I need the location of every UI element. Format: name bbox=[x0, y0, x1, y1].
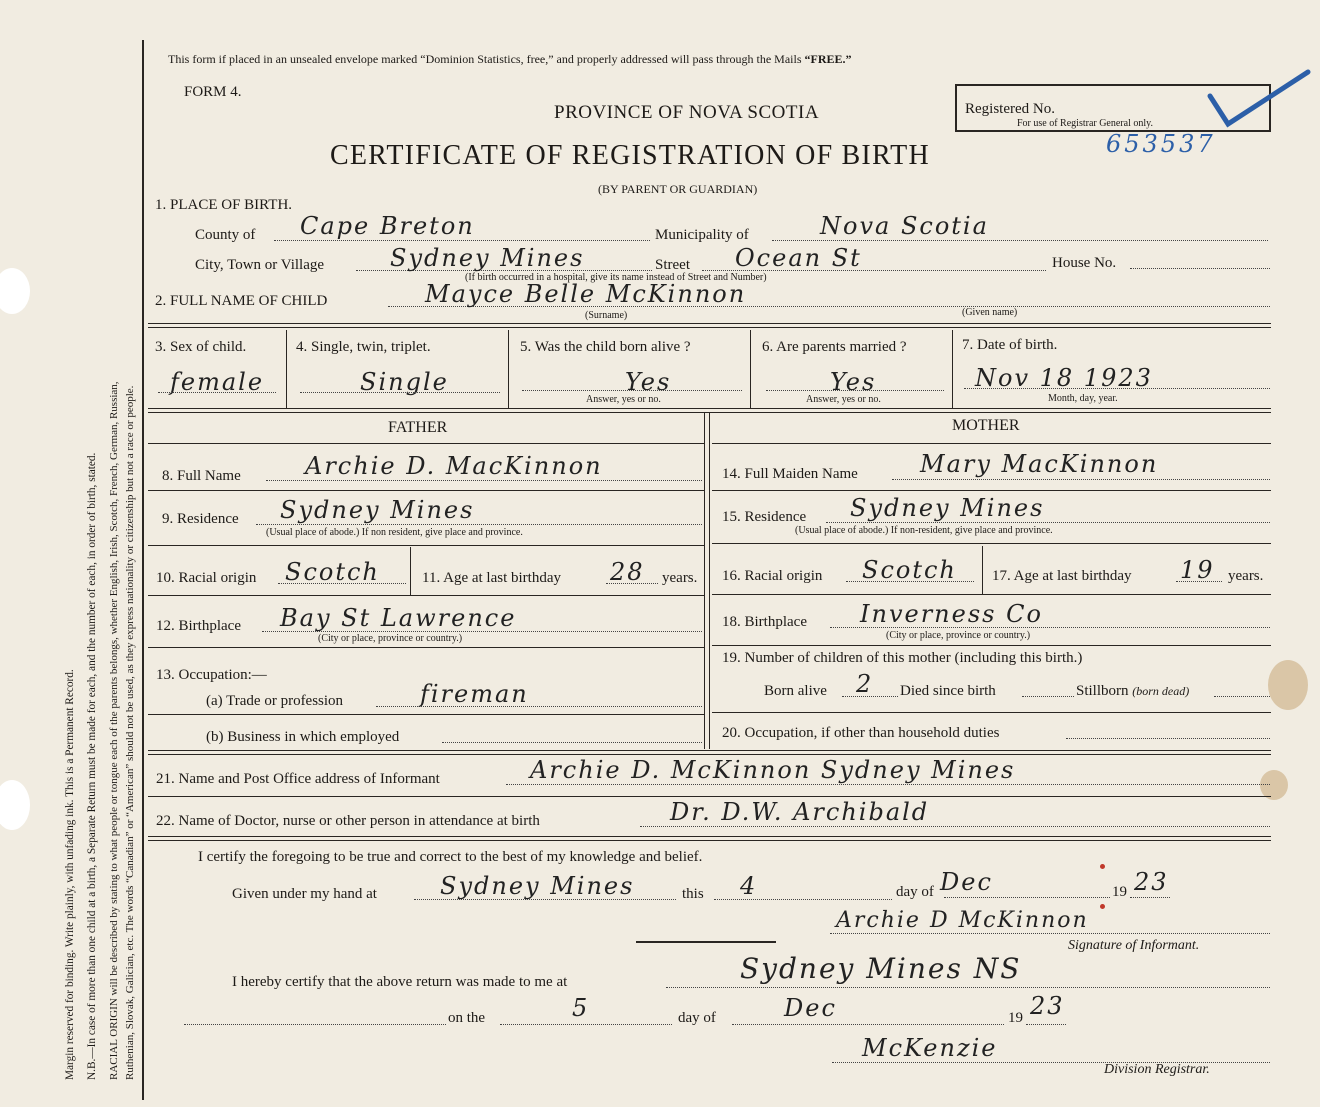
registered-number: 653537 bbox=[1106, 130, 1216, 158]
sex-label: 3. Sex of child. bbox=[155, 339, 247, 355]
city-value: Sydney Mines bbox=[390, 244, 585, 272]
place-of-birth-heading: 1. PLACE OF BIRTH. bbox=[155, 197, 293, 213]
mother-residence-label: 15. Residence bbox=[722, 509, 807, 525]
father-racial-value: Scotch bbox=[285, 558, 380, 586]
father-name-value: Archie D. MacKinnon bbox=[305, 452, 603, 480]
father-name-label: 8. Full Name bbox=[162, 468, 241, 484]
mother-name-value: Mary MacKinnon bbox=[920, 450, 1159, 478]
street-label: Street bbox=[655, 257, 690, 273]
single-twin-label: 4. Single, twin, triplet. bbox=[296, 339, 431, 355]
municipality-label: Municipality of bbox=[655, 227, 749, 243]
mother-birthplace-value: Inverness Co bbox=[860, 600, 1043, 628]
registrar-signature: McKenzie bbox=[862, 1034, 998, 1062]
father-trade-value: fireman bbox=[420, 680, 529, 708]
mother-heading: MOTHER bbox=[952, 417, 1020, 434]
given-day-of-label: day of bbox=[896, 884, 934, 900]
father-years-label: years. bbox=[662, 570, 698, 586]
born-alive-count-label: Born alive bbox=[764, 683, 827, 699]
surname-note: (Surname) bbox=[585, 310, 628, 321]
father-heading: FATHER bbox=[388, 419, 448, 436]
father-age-value: 28 bbox=[610, 558, 645, 586]
registrar-place: Sydney Mines NS bbox=[740, 952, 1022, 985]
given-this-label: this bbox=[682, 886, 704, 902]
registered-label: Registered No. bbox=[965, 101, 1055, 117]
registrar-year-prefix: 19 bbox=[1008, 1010, 1023, 1026]
father-residence-label: 9. Residence bbox=[162, 511, 239, 527]
died-since-birth-label: Died since birth bbox=[900, 683, 996, 699]
registrar-statement: I hereby certify that the above return was made to me at bbox=[232, 974, 568, 990]
hospital-note: (If birth occurred in a hospital, give its name instead of Street and Number) bbox=[465, 272, 767, 283]
father-birthplace-label: 12. Birthplace bbox=[156, 618, 241, 634]
doctor-label: 22. Name of Doctor, nurse or other person in attendance at birth bbox=[156, 813, 540, 829]
county-label: County of bbox=[195, 227, 256, 243]
father-birthplace-value: Bay St Lawrence bbox=[280, 604, 517, 632]
dob-note: Month, day, year. bbox=[1048, 393, 1118, 404]
page-title: CERTIFICATE OF REGISTRATION OF BIRTH bbox=[330, 140, 930, 171]
check-mark-icon bbox=[1200, 66, 1312, 134]
born-alive-label: 5. Was the child born alive ? bbox=[520, 339, 691, 355]
margin-note-3: RACIAL ORIGIN will be described by stating to what people or tongue each of the parents belongs, whether English, Irish, Scotch, French, German, Russian, bbox=[108, 381, 120, 1080]
registrar-day-of-label: day of bbox=[678, 1010, 716, 1026]
father-age-label: 11. Age at last birthday bbox=[422, 570, 561, 586]
form-number: FORM 4. bbox=[184, 84, 242, 100]
parents-married-label: 6. Are parents married ? bbox=[762, 339, 907, 355]
given-day-value: 4 bbox=[740, 872, 758, 900]
date-of-birth-value: Nov 18 1923 bbox=[975, 364, 1153, 392]
registrar-signature-label: Division Registrar. bbox=[1104, 1062, 1210, 1077]
mother-racial-label: 16. Racial origin bbox=[722, 568, 823, 584]
mother-birthplace-label: 18. Birthplace bbox=[722, 614, 807, 630]
single-twin-value: Single bbox=[360, 368, 449, 396]
father-birthplace-note: (City or place, province or country.) bbox=[318, 633, 463, 644]
margin-note-2: N.B.—In case of more than one child at a birth, a Separate Return must be made for each, and the number of each, in order of birth, stated. bbox=[86, 452, 98, 1080]
mother-occupation-label: 20. Occupation, if other than household duties bbox=[722, 725, 1000, 741]
informant-signature: Archie D McKinnon bbox=[836, 908, 1089, 933]
born-alive-count: 2 bbox=[856, 670, 874, 698]
given-year-value: 23 bbox=[1134, 868, 1169, 896]
father-business-label: (b) Business in which employed bbox=[206, 729, 400, 745]
given-at-label: Given under my hand at bbox=[232, 886, 377, 902]
stillborn-label: Stillborn (born dead) bbox=[1076, 683, 1190, 699]
registrar-year-value: 23 bbox=[1030, 992, 1065, 1020]
binding-margin bbox=[0, 0, 150, 1107]
informant-signature-label: Signature of Informant. bbox=[1068, 938, 1200, 953]
date-of-birth-label: 7. Date of birth. bbox=[962, 337, 1058, 353]
municipality-value: Nova Scotia bbox=[820, 212, 989, 240]
mother-residence-value: Sydney Mines bbox=[850, 494, 1045, 522]
paper-stain bbox=[1268, 660, 1308, 710]
mother-birthplace-note: (City or place, province or country.) bbox=[886, 630, 1031, 641]
mother-racial-value: Scotch bbox=[862, 556, 957, 584]
mother-abode-note: (Usual place of abode.) If non-resident, give place and province. bbox=[795, 525, 1053, 536]
registrar-month-value: Dec bbox=[784, 994, 837, 1022]
informant-value: Archie D. McKinnon Sydney Mines bbox=[530, 756, 1016, 784]
father-residence-value: Sydney Mines bbox=[280, 496, 475, 524]
father-occupation-label: 13. Occupation:— bbox=[156, 667, 267, 683]
margin-note-1: Margin reserved for binding. Write plainly, with unfading ink. This is a Permanent Record. bbox=[64, 669, 76, 1080]
mother-years-label: years. bbox=[1228, 568, 1264, 584]
child-name-value: Mayce Belle McKinnon bbox=[425, 280, 747, 308]
father-racial-label: 10. Racial origin bbox=[156, 570, 257, 586]
father-trade-label: (a) Trade or profession bbox=[206, 693, 344, 709]
county-value: Cape Breton bbox=[300, 212, 475, 240]
certification-statement: I certify the foregoing to be true and correct to the best of my knowledge and belief. bbox=[198, 849, 703, 865]
red-ink-mark bbox=[1100, 904, 1105, 909]
answer-note: Answer, yes or no. bbox=[806, 394, 881, 405]
sex-value: female bbox=[170, 368, 265, 396]
street-value: Ocean St bbox=[735, 244, 862, 272]
registered-note: For use of Registrar General only. bbox=[1017, 118, 1153, 129]
mail-note: This form if placed in an unsealed envelope marked “Dominion Statistics, free,” and properly addressed will pass through the Mails “FREE.” bbox=[168, 52, 852, 66]
margin-rule bbox=[142, 40, 144, 1100]
given-month-value: Dec bbox=[940, 868, 993, 896]
doctor-value: Dr. D.W. Archibald bbox=[670, 798, 930, 826]
mother-age-value: 19 bbox=[1180, 556, 1215, 584]
answer-note: Answer, yes or no. bbox=[586, 394, 661, 405]
mother-children-label: 19. Number of children of this mother (including this birth.) bbox=[722, 650, 1083, 666]
father-abode-note: (Usual place of abode.) If non resident, give place and province. bbox=[266, 527, 523, 538]
child-name-label: 2. FULL NAME OF CHILD bbox=[155, 293, 328, 309]
mother-name-label: 14. Full Maiden Name bbox=[722, 466, 858, 482]
margin-note-4: Ruthenian, Slovak, Galician, etc. The words “Canadian” or “American” should not be used, as they express nationality or citizenship but not a race or people. bbox=[124, 385, 136, 1080]
registrar-day-value: 5 bbox=[572, 994, 590, 1022]
given-at-place: Sydney Mines bbox=[440, 872, 635, 900]
parents-married-value: Yes bbox=[830, 368, 877, 396]
mother-age-label: 17. Age at last birthday bbox=[992, 568, 1132, 584]
page-subtitle: (BY PARENT OR GUARDIAN) bbox=[598, 182, 758, 196]
born-alive-value: Yes bbox=[625, 368, 672, 396]
province-heading: PROVINCE OF NOVA SCOTIA bbox=[554, 102, 820, 123]
informant-label: 21. Name and Post Office address of Informant bbox=[156, 771, 440, 787]
given-year-prefix: 19 bbox=[1112, 884, 1127, 900]
city-label: City, Town or Village bbox=[195, 257, 325, 273]
registrar-on-the-label: on the bbox=[448, 1010, 486, 1026]
given-name-note: (Given name) bbox=[962, 307, 1018, 318]
red-ink-mark bbox=[1100, 864, 1105, 869]
house-number-label: House No. bbox=[1052, 255, 1117, 271]
